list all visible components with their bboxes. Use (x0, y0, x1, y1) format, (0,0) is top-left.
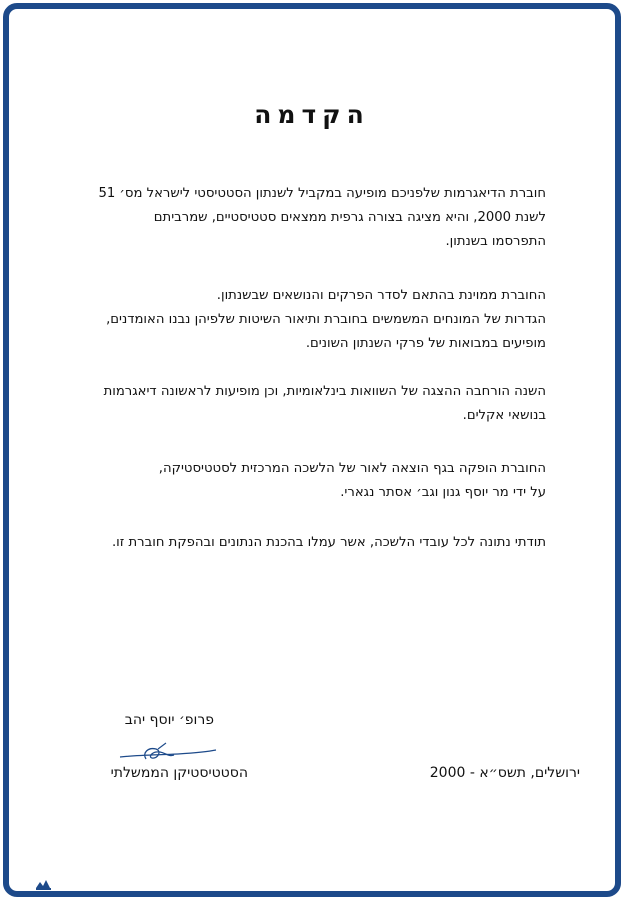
paragraph-line: בנושאי אקלים. (462, 408, 546, 423)
page-frame (3, 3, 621, 897)
signatory-name: פרופ׳ יוסף יהב (124, 712, 214, 728)
place-and-date: ירושלים, תשס״א - 2000 (429, 765, 580, 781)
paragraph-line: תודתי נתונה לכל עובדי הלשכה, אשר עמלו בהכנת הנתונים ובהפקת חוברת זו. (111, 535, 546, 550)
handwritten-signature (118, 735, 218, 765)
paragraph-structure (78, 284, 546, 356)
paragraph-production (78, 457, 546, 505)
paragraph-line: מופיעים במבואות של פרקי השנתון השונים. (305, 336, 546, 351)
paragraph-line: הגדרות של המונחים המשמשים בחוברת ותיאור השיטות שלפיהן נבנו האומדנים, (106, 312, 546, 327)
publisher-logo-icon (34, 876, 54, 892)
paragraph-thanks (78, 531, 546, 555)
signatory-title: הסטטיסטיקן הממשלתי (110, 765, 248, 781)
paragraph-line: על ידי מר יוסף גנון וגב׳ אסתר נגארי. (340, 485, 546, 500)
paragraph-intro (78, 182, 546, 254)
paragraph-line: חוברת הדיאגרמות שלפניכם מופיעה במקביל לשנתון הסטטיסטי לישראל מס׳ 51 (98, 186, 546, 201)
paragraph-line: השנה הורחבה ההצגה של השוואות בינלאומיות, וכן מופיעות לראשונה דיאגרמות (103, 384, 546, 399)
paragraph-line: החוברת הופקה בגף הוצאה לאור של הלשכה המרכזית לסטטיסטיקה, (158, 461, 546, 476)
paragraph-international (78, 380, 546, 428)
paragraph-line: התפרסמו בשנתון. (445, 234, 546, 249)
page-title: הקדמה (254, 100, 370, 129)
paragraph-line: לשנת 2000, והיא מציגה בצורה גרפית ממצאים סטטיסטיים, שמרביתם (153, 210, 546, 225)
paragraph-line: החוברת ממוינת בהתאם לסדר הפרקים והנושאים שבשנתון. (216, 288, 546, 303)
